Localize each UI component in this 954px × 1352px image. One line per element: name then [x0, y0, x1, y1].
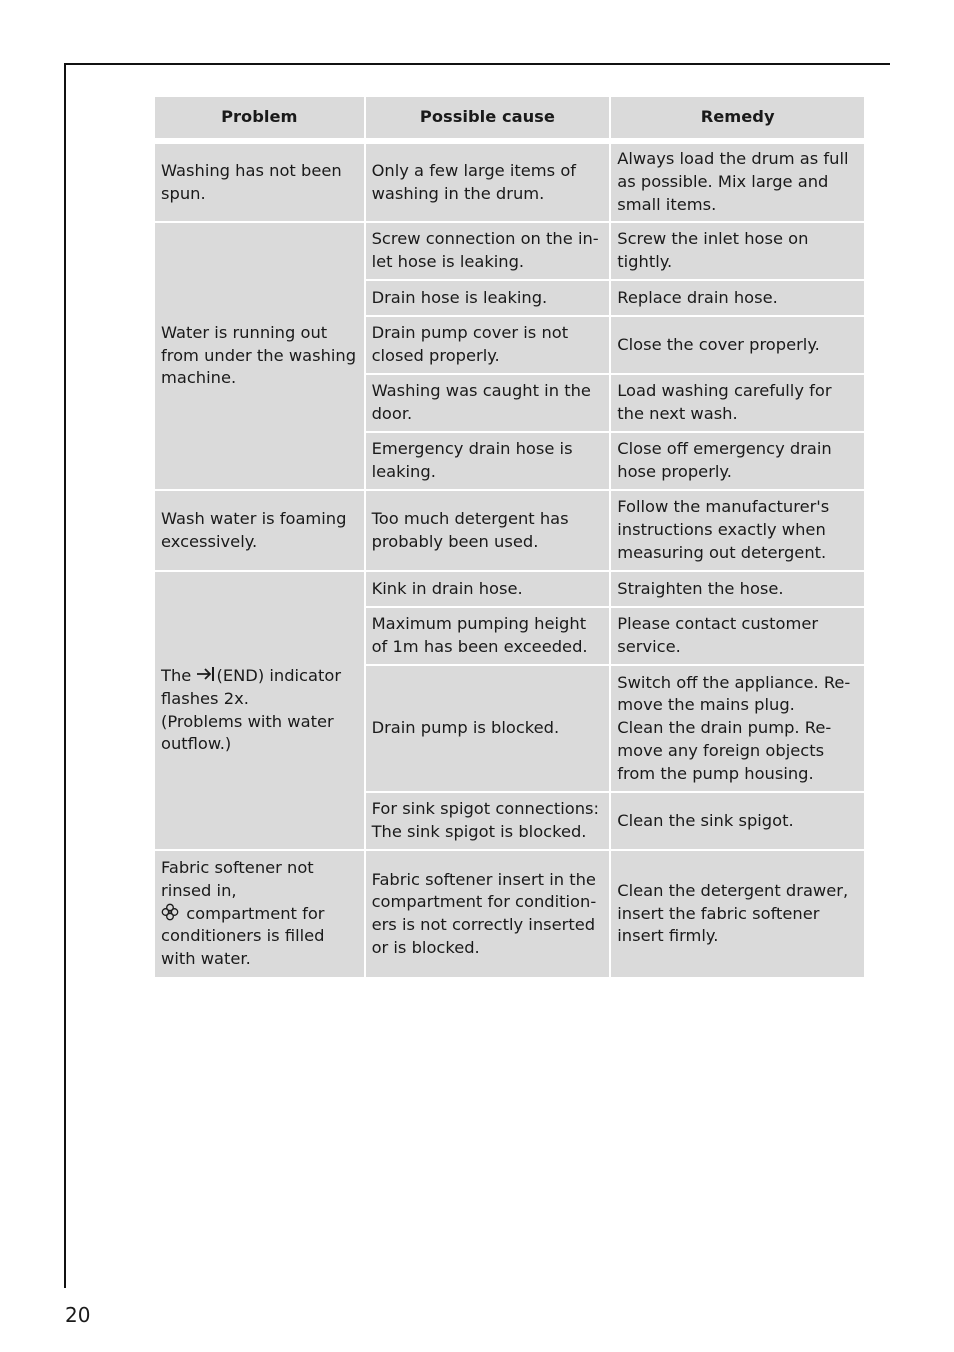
problem-line: from under the washing	[161, 345, 357, 365]
cause-line: or is blocked.	[371, 937, 480, 957]
problem-text: compartment for	[186, 903, 325, 923]
remedy-cell	[611, 851, 864, 977]
remedy-line: hose properly.	[617, 462, 732, 481]
cause-line: Too much detergent has	[371, 508, 569, 528]
problem-line: outflow.)	[161, 734, 232, 754]
page-number: 20	[65, 1303, 91, 1327]
remedy-cell	[611, 144, 864, 221]
cause-line: washing in the drum.	[371, 183, 545, 203]
flower-icon	[161, 903, 179, 921]
table-row	[155, 572, 864, 606]
header-problem: Problem	[155, 97, 364, 138]
remedy-cell	[611, 572, 864, 606]
remedy-line: Close the cover properly.	[617, 334, 820, 354]
remedy-line: instructions exactly when	[617, 520, 826, 540]
problem-line: (Problems with water	[161, 711, 334, 731]
table-row	[155, 144, 864, 221]
cause-line: Only a few large items of	[371, 160, 577, 180]
problem-line	[161, 903, 358, 926]
problem-cell	[155, 572, 364, 849]
cause-cell	[366, 851, 610, 977]
header-remedy: Remedy	[611, 97, 864, 138]
frame-top-rule	[64, 63, 890, 65]
remedy-cell	[611, 375, 864, 431]
remedy-cell	[611, 223, 864, 279]
remedy-line: move any foreign objects	[617, 740, 825, 760]
remedy-line: Please contact customer	[617, 614, 819, 634]
problem-line: spun.	[161, 183, 206, 203]
remedy-line: move the mains plug.	[617, 695, 795, 715]
remedy-line: tightly.	[617, 252, 673, 271]
cause-cell	[366, 572, 610, 606]
cause-line: Fabric softener insert in the	[371, 869, 596, 889]
problem-line: with water.	[161, 949, 251, 969]
problem-cell	[155, 223, 364, 489]
problem-line: conditioners is filled	[161, 926, 325, 946]
problem-cell	[155, 144, 364, 221]
remedy-line: Screw the inlet hose on	[617, 229, 809, 249]
cause-line: For sink spigot connections:	[371, 799, 599, 819]
cause-line: compartment for condition-	[371, 892, 597, 912]
remedy-cell	[611, 317, 864, 373]
problem-text: The	[161, 666, 192, 686]
remedy-line: the next wash.	[617, 404, 738, 423]
remedy-line: Clean the detergent drawer,	[617, 880, 849, 900]
troubleshooting-table	[153, 95, 866, 979]
cause-line: Washing was caught in the	[371, 381, 591, 401]
cause-line: leaking.	[371, 462, 436, 481]
remedy-line: insert the fabric softener	[617, 903, 820, 923]
header-gap	[155, 140, 864, 142]
remedy-line: Follow the manufacturer's	[617, 497, 830, 517]
cause-cell	[366, 433, 610, 489]
cause-line: Drain hose is leaking.	[371, 287, 548, 307]
cause-line: Kink in drain hose.	[371, 578, 523, 598]
problem-line: Water is running out	[161, 322, 328, 342]
cause-line: Drain pump cover is not	[371, 323, 569, 343]
cause-cell	[366, 223, 610, 279]
cause-cell	[366, 317, 610, 373]
cause-line: Drain pump is blocked.	[371, 718, 560, 738]
remedy-cell	[611, 793, 864, 849]
problem-line	[161, 665, 358, 688]
cause-cell	[366, 144, 610, 221]
table-row	[155, 851, 864, 977]
cause-cell	[366, 793, 610, 849]
problem-line: rinsed in,	[161, 880, 237, 900]
problem-line: machine.	[161, 368, 237, 388]
remedy-cell	[611, 491, 864, 570]
remedy-line: Clean the sink spigot.	[617, 810, 794, 830]
cause-cell	[366, 491, 610, 570]
cause-line: Maximum pumping height	[371, 614, 587, 634]
remedy-line: as possible. Mix large and	[617, 172, 829, 192]
remedy-line: measuring out detergent.	[617, 542, 827, 562]
remedy-line: Replace drain hose.	[617, 287, 778, 307]
cause-line: Screw connection on the in-	[371, 229, 599, 249]
cause-line: probably been used.	[371, 531, 539, 551]
remedy-line: Clean the drain pump. Re-	[617, 718, 832, 738]
table-header-row	[155, 97, 864, 138]
remedy-line: Always load the drum as full	[617, 149, 849, 169]
remedy-line: from the pump housing.	[617, 763, 814, 783]
cause-line: closed properly.	[371, 346, 500, 365]
cause-cell	[366, 281, 610, 315]
problem-line: Washing has not been	[161, 160, 342, 180]
cause-line: ers is not correctly inserted	[371, 915, 596, 934]
remedy-line: Switch off the appliance. Re-	[617, 672, 851, 692]
cause-line: The sink spigot is blocked.	[371, 822, 587, 841]
problem-line: excessively.	[161, 531, 258, 551]
remedy-cell	[611, 666, 864, 791]
remedy-line: insert firmly.	[617, 926, 719, 946]
table-row	[155, 223, 864, 279]
remedy-cell	[611, 608, 864, 664]
cause-line: of 1m has been exceeded.	[371, 637, 588, 656]
remedy-cell	[611, 281, 864, 315]
table-row	[155, 491, 864, 570]
remedy-line: Close off emergency drain	[617, 439, 832, 459]
cause-line: Emergency drain hose is	[371, 439, 573, 459]
cause-line: door.	[371, 404, 413, 423]
problem-line: Fabric softener not	[161, 858, 314, 878]
end-arrow-icon	[196, 665, 216, 683]
cause-cell	[366, 608, 610, 664]
header-possible-cause: Possible cause	[366, 97, 610, 138]
problem-text: (END) indicator	[216, 666, 342, 686]
cause-cell	[366, 375, 610, 431]
frame-left-rule	[64, 63, 66, 1288]
remedy-cell	[611, 433, 864, 489]
remedy-line: Load washing carefully for	[617, 381, 832, 401]
problem-line: flashes 2x.	[161, 688, 249, 708]
remedy-line: small items.	[617, 194, 717, 214]
problem-cell	[155, 851, 364, 977]
problem-cell	[155, 491, 364, 570]
remedy-line: service.	[617, 637, 681, 656]
cause-line: let hose is leaking.	[371, 252, 525, 271]
remedy-line: Straighten the hose.	[617, 578, 784, 598]
problem-line: Wash water is foaming	[161, 508, 347, 528]
cause-cell	[366, 666, 610, 791]
